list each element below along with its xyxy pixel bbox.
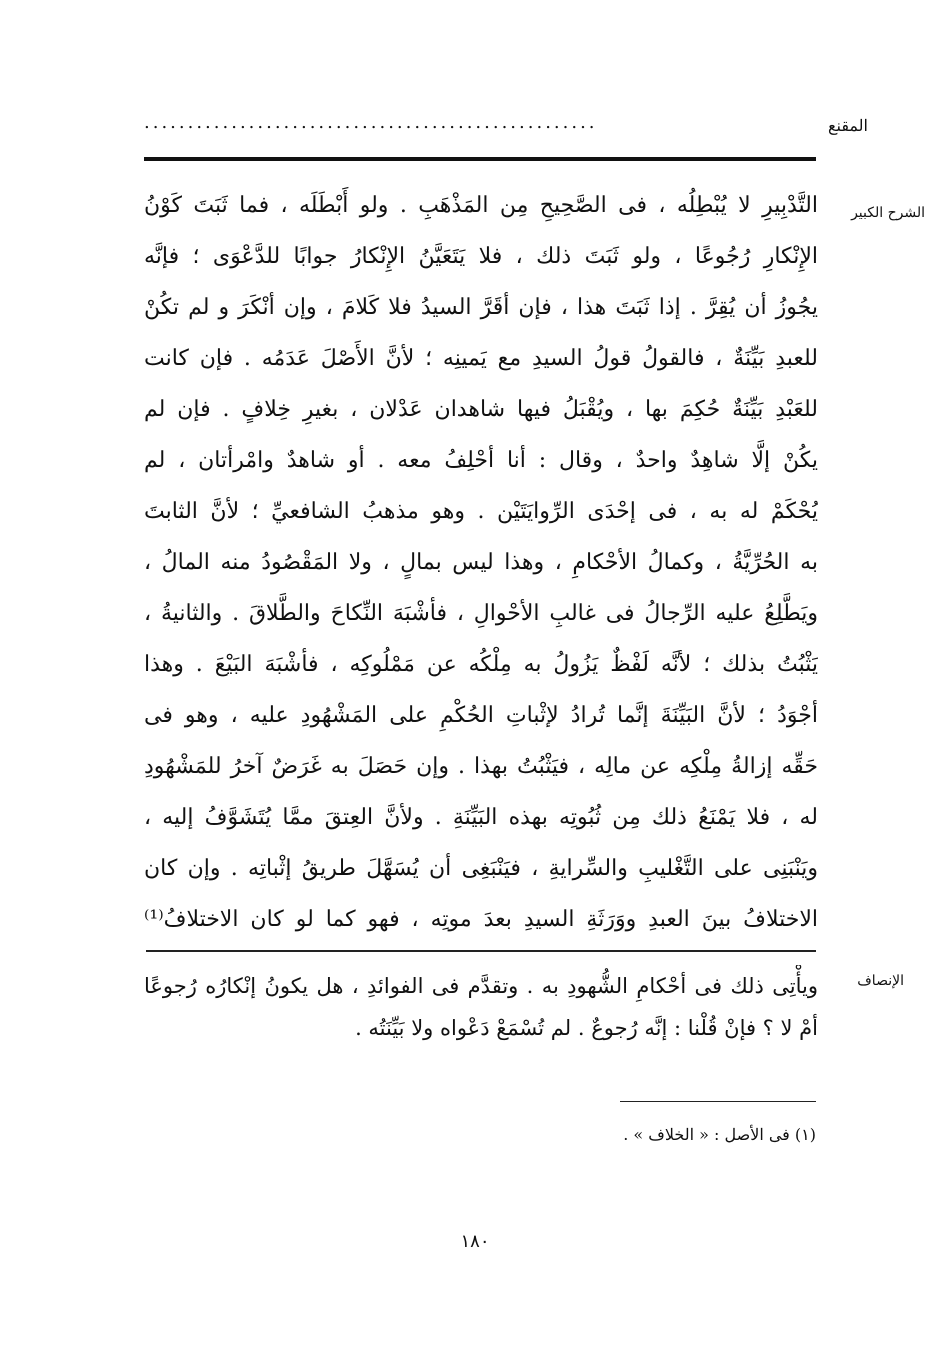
running-header-title: المقنع — [827, 116, 868, 135]
text-line: يَثْبُتُ بذلك ؛ لأنَّه لَفْظٌ يَزُولُ به مِلْكُه عن مَمْلُوكِه ، فأشْبَهَ البَيْعَ . وهذا — [144, 652, 818, 677]
text-line: ويأْتِى ذلك فى أحْكامِ الشُّهودِ به . وتقدَّم فى الفوائدِ ، هل يكونُ إنْكارُه رُجوعًا — [144, 974, 818, 998]
text-line: للعبدِ بَيِّنَةٌ ، فالقولُ قولُ السيدِ مع يَمينِه ؛ لأنَّ الأَصْلَ عَدَمُه . فإن كانت — [144, 346, 818, 371]
header-rule — [144, 157, 816, 161]
text-line: أجْوَدُ ؛ لأنَّ البَيِّنَةَ إنَّما تُرادُ لإثْباتِ الحُكْمِ على المَشْهُودِ عليه ، وهو فى — [144, 703, 818, 728]
text-line: له ، فلا يَمْنَعُ ذلك مِن ثُبُوتِه بهذه البَيِّنَةِ . ولأنَّ العِتقَ ممَّا يُتَشَوَّفُ إليه ، — [144, 805, 818, 830]
text-line: الإِنْكارِ رُجُوعًا ، ولو ثَبَتَ ذلك ، فلا يَتَعَيَّنُ الإِنْكارُ جوابًا للدَّعْوَى ؛ فإنَّه — [144, 244, 818, 269]
text-line: التَّدْبِيرِ لا يُبْطِلُه ، فى الصَّحِيحِ مِن المَذْهَبِ . ولو أَبْطَلَه ، فما ثَبَتَ كَوْنُ — [144, 193, 818, 218]
text-line: يُحْكَمْ له به ، فى إحْدَى الرِّوايَتَيْن . وهو مذهبُ الشافعيِّ ؛ لأنَّ الثابتَ — [144, 499, 818, 524]
text-line: للعَبْدِ بَيِّنَةٌ حُكِمَ بها ، ويُقْبَلُ فيها شاهدان عَدْلان ، بغيرِ خِلافٍ . فإن لم — [144, 397, 818, 422]
footnote-rule — [620, 1101, 816, 1102]
text-line: الاختلافُ بينَ العبدِ ووَرَثَةِ السيدِ بعدَ موتِه ، فهو كما لو كان الاختلافُ⁽¹⁾ — [144, 907, 818, 932]
section-label-insaf: الإنصاف — [857, 973, 904, 989]
text-line: أمْ لا ؟ فإنْ قُلْنا : إنَّه رُجوعٌ . لم تُسْمَعْ دَعْواه ولا بَيِّنَتُه . — [355, 1016, 818, 1040]
main-commentary-text — [144, 180, 818, 945]
page-number: ١٨٠ — [460, 1231, 490, 1252]
text-line: حَقِّه إزالةُ مِلْكِه عن مالِه ، فيَثْبُتُ بهذا . وإن حَصَلَ به غَرَضٌ آخرُ للمَشْهُودِ — [144, 754, 818, 779]
text-line: ويَطَّلِعُ عليه الرِّجالُ فى غالبِ الأحْوالِ ، فأشْبَهَ النِّكاحَ والطَّلاقَ . والثانيةُ ، — [144, 601, 818, 626]
text-line: يكُنْ إلَّا شاهِدٌ واحدٌ ، وقال : أنا أحْلِفُ معه . أو شاهدٌ وامْرأتان ، لم — [144, 448, 818, 473]
footnote: (١) فى الأصل : « الخلاف » . — [623, 1125, 816, 1144]
section-divider — [146, 950, 816, 952]
section-label-sharh: الشرح الكبير — [851, 205, 925, 221]
text-line: ويَنْبَنِى على التَّغْليبِ والسِّرايةِ ، فيَنْبَغِى أن يُسَهَّلَ طريقُ إثْباتِه . وإن كان — [144, 856, 818, 881]
text-line: به الحُرِّيَّةُ ، وكمالُ الأحْكامِ ، وهذا ليس بمالٍ ، ولا المَقْصُودُ منه المالُ ، — [144, 550, 818, 575]
header-dot-leader: .................................................... — [144, 112, 598, 133]
insaf-text — [144, 965, 818, 1049]
text-line: يجُوزُ أن يُقِرَّ . إذا ثَبَتَ هذا ، فإن أقَرَّ السيدُ فلا كَلامَ ، وإن أنْكَرَ و لم تكُنْ — [144, 295, 818, 320]
